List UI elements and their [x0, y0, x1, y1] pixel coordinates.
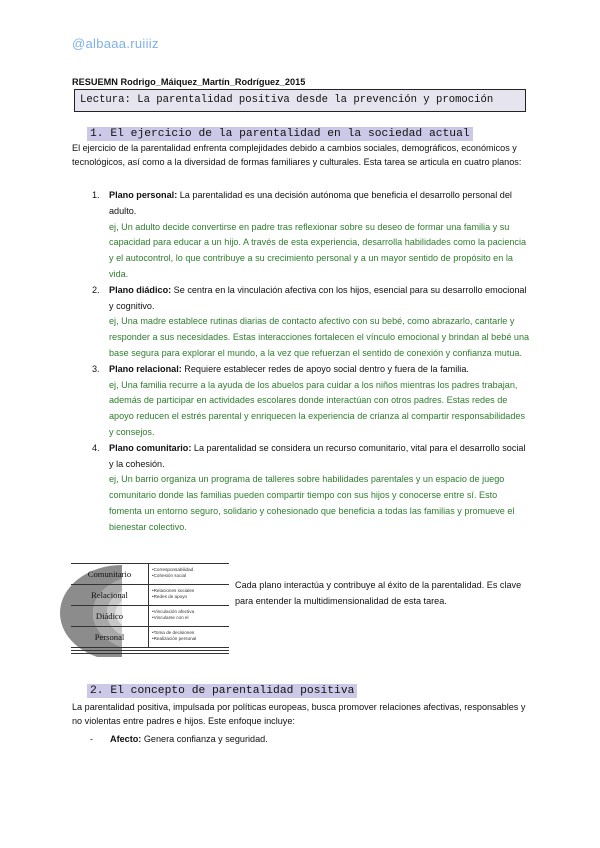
plan-example: ej, Una familia recurre a la ayuda de los abuelos para cuidar a los niños mientras los padres trabajan, además de participar en actividades escolares donde interactúan con otros padres. Estas redes de apoyo reducen el estrés parental y enriquecen la experiencia de crianza al compartir responsabilidades y consejos. [109, 379, 526, 437]
plan-example: ej, Un adulto decide convertirse en padre tras reflexionar sobre su deseo de formar una familia y su capacidad para educar a un hijo. A través de esta experiencia, desarrolla habilidades como la paciencia y el autocontrol, lo que contribuye a su crecimiento personal y a un mayor sentido de propósito en la vida. [109, 221, 527, 279]
row-note: •Corresponsabilidad [152, 567, 194, 572]
row-label: Diádico [95, 611, 124, 621]
row-notes [148, 627, 229, 647]
section-1-heading: 1. El ejercicio de la parentalidad en la sociedad actual [87, 127, 473, 141]
plan-number: 3. [92, 363, 100, 374]
plan-title: Plano comunitario: [109, 442, 192, 453]
section-1-intro: El ejercicio de la parentalidad enfrenta complejidades debido a cambios sociales, demográficos, económicos y tecnológicos, así como a la diversidad de formas familiares y culturales. Esta tarea se articula en cuatro planos: [72, 143, 522, 168]
plan-title: Plano personal: [109, 190, 178, 200]
plan-example: ej, Un barrio organiza un programa de talleres sobre habilidades parentales y un espacio de juego comunitario donde las familias pueden compartir tiempo con sus hijos y conocerse entre sí. Esto fomenta un entorno seguro, solidario y cohesionado que beneficia a todas las familias y promueve el bienestar colectivo. [109, 474, 515, 532]
plan-item-personal [92, 188, 532, 283]
table-row [71, 564, 229, 585]
diagram-caption: Cada plano interactúa y contribuye al éxito de la parentalidad. Es clave para entender la multidimensionalidad de esta tarea. [235, 580, 522, 606]
row-label: Personal [94, 632, 125, 642]
planes-table [71, 563, 229, 654]
plan-item-comunitario [92, 441, 532, 536]
table-row [71, 585, 229, 606]
planes-diagram [50, 563, 230, 647]
section-2-heading: 2. El concepto de parentalidad positiva [87, 684, 357, 698]
bullet-title: Afecto: [110, 734, 142, 744]
plan-number: 4. [92, 442, 100, 453]
plan-item-diadico [92, 283, 532, 362]
plan-example: ej, Una madre establece rutinas diarias de contacto afectivo con su bebé, como abrazarlo, cantarle y responder a sus necesidades. Estas interacciones fortalecen el vínculo emocional y brindan al bebé una base segura para explorar el mundo, a la vez que refuerzan el sentido de conexión y confianza mutua. [109, 316, 530, 358]
plan-title: Plano relacional: [109, 363, 182, 374]
table-row [71, 627, 229, 648]
row-label: Relacional [91, 590, 128, 600]
plan-number: 1. [92, 190, 100, 200]
author-handle: @albaaa.ruiiiz [72, 36, 159, 51]
row-note: •Vinculación afectiva [152, 609, 195, 614]
table-row [71, 606, 229, 627]
bullet-text: Genera confianza y seguridad. [141, 734, 268, 744]
row-note: •Cohesión social [152, 573, 187, 578]
row-note: •Redes de apoyo [152, 594, 188, 599]
plan-text: Requiere establecer redes de apoyo social dentro y fuera de la familia. [181, 363, 469, 374]
table-divider [71, 651, 229, 654]
bullet-item-afecto [90, 734, 268, 744]
row-notes [148, 606, 229, 626]
plan-title: Plano diádico: [109, 284, 172, 295]
document-title: RESUEMN Rodrigo_Máiquez_Martín_Rodríguez_2015 [72, 77, 306, 87]
plan-text: La parentalidad se considera un recurso comunitario, vital para el desarrollo social y la cohesión. [109, 442, 526, 469]
row-note: •Toma de decisiones [152, 630, 195, 635]
bullet-dash: - [90, 734, 94, 744]
row-notes [148, 564, 229, 584]
plan-text: La parentalidad es una decisión autónoma que beneficia el desarrollo personal del adulto. [109, 190, 512, 216]
lecture-title-box: Lectura: La parentalidad positiva desde la prevención y promoción [74, 89, 526, 112]
plan-text: Se centra en la vinculación afectiva con los hijos, esencial para su desarrollo emocional y cognitivo. [109, 284, 527, 311]
row-note: •Vincularse con el [152, 615, 189, 620]
plan-item-relacional [92, 362, 532, 441]
plan-number: 2. [92, 284, 100, 295]
plan-list [92, 188, 532, 536]
section-2-intro: La parentalidad positiva, impulsada por políticas europeas, busca promover relaciones afectivas, responsables y no violentas entre padres e hijos. Este enfoque incluye: [72, 702, 526, 727]
row-note: •Realización personal [152, 636, 197, 641]
row-note: •Relaciones sociales [152, 588, 195, 593]
row-label: Comunitario [87, 569, 132, 579]
row-notes [148, 585, 229, 605]
